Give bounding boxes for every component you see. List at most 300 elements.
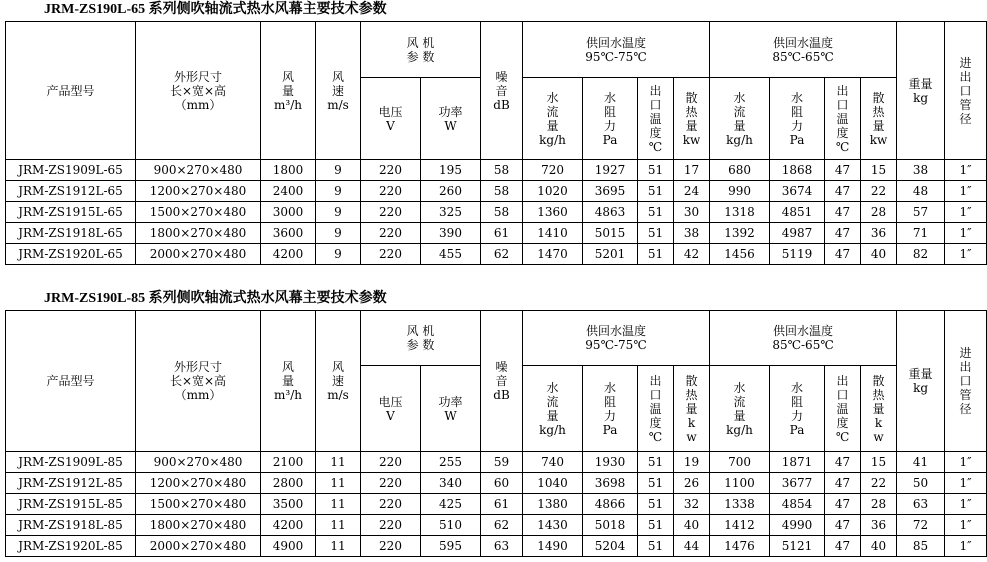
header-heat-output-text: w [873, 429, 884, 444]
header-noise-text: 噪 [495, 360, 508, 374]
header-airflow [261, 311, 316, 452]
header-pipe-diameter-text: 径 [959, 402, 972, 416]
header-heat-output [674, 78, 710, 160]
data-cell: 220 [361, 202, 421, 223]
model-cell: JRM-ZS1909L-65 [6, 160, 136, 181]
data-cell: 9 [316, 160, 361, 181]
header-airflow-text: 量 [281, 374, 294, 388]
data-cell: 24 [674, 181, 710, 202]
data-cell: 30 [674, 202, 710, 223]
data-cell: 48 [897, 181, 945, 202]
data-cell: 44 [674, 536, 710, 557]
data-cell: 2800 [261, 473, 316, 494]
data-cell: 38 [897, 160, 945, 181]
header-water-flow-text: 量 [546, 118, 559, 133]
header-noise-unit: dB [493, 97, 510, 112]
data-cell: 47 [825, 452, 861, 473]
header-heat-output-text: kw [682, 132, 701, 147]
model-cell: JRM-ZS1912L-65 [6, 181, 136, 202]
data-cell: 36 [861, 515, 897, 536]
data-cell: 19 [674, 452, 710, 473]
model-cell: JRM-ZS1920L-85 [6, 536, 136, 557]
header-dimensions [136, 311, 261, 452]
header-water-resistance [770, 78, 825, 160]
data-cell: 61 [481, 223, 523, 244]
header-outlet-temp [638, 366, 674, 452]
header-heat-output-text: k [874, 415, 883, 430]
header-speed-text: 速 [331, 83, 344, 98]
header-outlet-temp-text: 出 [649, 373, 662, 388]
spec-table [5, 21, 987, 265]
header-outlet-temp-text: 度 [649, 125, 662, 140]
data-cell: 1″ [945, 473, 987, 494]
data-cell: 51 [638, 494, 674, 515]
header-outlet-temp-text: ℃ [835, 139, 850, 154]
header-outlet-temp-text: 度 [836, 415, 849, 430]
table-row [6, 160, 987, 181]
data-cell: 11 [316, 536, 361, 557]
header-water-resistance-text: 水 [791, 90, 804, 105]
data-cell: 26 [674, 473, 710, 494]
data-cell: 63 [481, 536, 523, 557]
data-cell: 1800×270×480 [136, 223, 261, 244]
data-cell: 220 [361, 181, 421, 202]
data-cell: 40 [674, 515, 710, 536]
header-voltage-unit: V [386, 118, 395, 133]
data-cell: 4851 [770, 202, 825, 223]
data-cell: 61 [481, 494, 523, 515]
data-cell: 4987 [770, 223, 825, 244]
header-pipe-diameter-text: 管 [959, 97, 972, 112]
data-cell: 5121 [770, 536, 825, 557]
data-cell: 47 [825, 473, 861, 494]
data-cell: 220 [361, 223, 421, 244]
data-cell: 47 [825, 181, 861, 202]
header-water-resistance [770, 366, 825, 452]
data-cell: 82 [897, 244, 945, 265]
data-cell: 740 [523, 452, 583, 473]
header-dimensions-text: 外形尺寸 [173, 360, 222, 374]
data-cell: 36 [861, 223, 897, 244]
header-water-flow [523, 366, 583, 452]
data-cell: 3698 [583, 473, 638, 494]
header-speed-text: 风 [331, 360, 344, 374]
header-model [6, 311, 136, 452]
model-cell: JRM-ZS1918L-65 [6, 223, 136, 244]
data-cell: 1500×270×480 [136, 494, 261, 515]
header-airflow-text: 风 [281, 360, 294, 374]
data-cell: 47 [825, 160, 861, 181]
header-pipe-diameter-text: 口 [959, 83, 972, 98]
header-outlet-temp-text: ℃ [835, 429, 850, 444]
header-outlet-temp-text: 温 [836, 401, 849, 416]
header-water-resistance-text: Pa [602, 132, 618, 147]
data-cell: 51 [638, 536, 674, 557]
data-cell: 2400 [261, 181, 316, 202]
header-outlet-temp-text: ℃ [648, 139, 663, 154]
header-fan-params-text: 参 数 [406, 338, 435, 352]
data-cell: 51 [638, 515, 674, 536]
header-heat-output [861, 78, 897, 160]
header-water-flow-text: kg/h [726, 422, 753, 437]
data-cell: 58 [481, 181, 523, 202]
header-dimensions-text: （mm） [174, 388, 222, 402]
header-outlet-temp-text: 出 [836, 373, 849, 388]
header-water-resistance-text: Pa [602, 422, 618, 437]
header-noise [481, 22, 523, 160]
data-cell: 1456 [710, 244, 770, 265]
header-outlet-temp-text: 度 [649, 415, 662, 430]
header-fan-params [361, 22, 481, 78]
data-cell: 58 [481, 202, 523, 223]
data-cell: 260 [421, 181, 481, 202]
header-speed-text: 风 [331, 69, 344, 84]
data-cell: 28 [861, 494, 897, 515]
header-speed [316, 311, 361, 452]
data-cell: 1927 [583, 160, 638, 181]
header-pipe-diameter [945, 311, 987, 452]
data-cell: 720 [523, 160, 583, 181]
data-cell: 40 [861, 244, 897, 265]
header-heat-output-text: 散 [685, 90, 698, 105]
data-cell: 3500 [261, 494, 316, 515]
header-water-resistance-text: 阻 [791, 394, 804, 409]
data-cell: 390 [421, 223, 481, 244]
header-outlet-temp-text: 口 [649, 387, 662, 402]
data-cell: 5201 [583, 244, 638, 265]
header-outlet-temp [825, 78, 861, 160]
header-outlet-temp-text: 度 [836, 125, 849, 140]
table-row [6, 223, 987, 244]
header-fan-params [361, 311, 481, 366]
header-water-temp-95-text: 供回水温度 [586, 324, 647, 338]
model-cell: JRM-ZS1915L-85 [6, 494, 136, 515]
data-cell: 11 [316, 494, 361, 515]
data-cell: 1430 [523, 515, 583, 536]
header-airflow [261, 22, 316, 160]
table-row [6, 473, 987, 494]
data-cell: 57 [897, 202, 945, 223]
data-cell: 1″ [945, 244, 987, 265]
table-row [6, 452, 987, 473]
header-water-flow-text: kg/h [539, 132, 566, 147]
header-power-unit: W [444, 118, 457, 133]
data-cell: 1″ [945, 452, 987, 473]
header-power [421, 366, 481, 452]
header-water-temp-95 [523, 311, 710, 366]
data-cell: 59 [481, 452, 523, 473]
data-cell: 32 [674, 494, 710, 515]
header-fan-params-text: 风 机 [406, 35, 435, 50]
header-water-flow-text: kg/h [726, 132, 753, 147]
data-cell: 1″ [945, 515, 987, 536]
data-cell: 85 [897, 536, 945, 557]
data-cell: 63 [897, 494, 945, 515]
data-cell: 62 [481, 515, 523, 536]
data-cell: 72 [897, 515, 945, 536]
header-heat-output-text: 量 [685, 401, 698, 416]
table-row [6, 515, 987, 536]
data-cell: 220 [361, 536, 421, 557]
data-cell: 51 [638, 473, 674, 494]
data-cell: 47 [825, 244, 861, 265]
header-water-resistance-text: 阻 [604, 394, 617, 409]
data-cell: 1100 [710, 473, 770, 494]
header-fan-params-text: 参 数 [406, 49, 435, 64]
header-water-flow-text: 水 [733, 380, 746, 395]
header-fan-params-text: 风 机 [406, 324, 435, 338]
header-heat-output-text: w [686, 429, 697, 444]
data-cell: 220 [361, 160, 421, 181]
header-outlet-temp-text: ℃ [648, 429, 663, 444]
data-cell: 28 [861, 202, 897, 223]
data-cell: 4200 [261, 244, 316, 265]
header-weight-text: kg [913, 381, 929, 395]
header-heat-output-text: 热 [872, 104, 885, 119]
data-cell: 1500×270×480 [136, 202, 261, 223]
header-heat-output-text: 量 [685, 118, 698, 133]
data-cell: 255 [421, 452, 481, 473]
header-water-flow [710, 78, 770, 160]
data-cell: 900×270×480 [136, 160, 261, 181]
table-row [6, 494, 987, 515]
data-cell: 1412 [710, 515, 770, 536]
header-water-temp-95-text: 95℃-75℃ [585, 49, 647, 64]
header-water-temp-95 [523, 22, 710, 78]
data-cell: 9 [316, 223, 361, 244]
data-cell: 1″ [945, 536, 987, 557]
header-pipe-diameter-text: 进 [959, 346, 972, 360]
spec-table [5, 310, 987, 557]
data-cell: 51 [638, 202, 674, 223]
data-cell: 220 [361, 515, 421, 536]
header-power [421, 78, 481, 160]
header-noise [481, 311, 523, 452]
section-title: JRM-ZS190L-65 系列侧吹轴流式热水风幕主要技术参数 [44, 2, 387, 17]
header-heat-output-text: 量 [872, 118, 885, 133]
data-cell: 62 [481, 244, 523, 265]
data-cell: 47 [825, 494, 861, 515]
data-cell: 425 [421, 494, 481, 515]
data-cell: 4863 [583, 202, 638, 223]
model-cell: JRM-ZS1912L-85 [6, 473, 136, 494]
header-water-temp-85-text: 供回水温度 [773, 35, 834, 50]
header-water-temp-85-text: 85℃-65℃ [772, 49, 834, 64]
header-outlet-temp-text: 温 [836, 111, 849, 126]
data-cell: 990 [710, 181, 770, 202]
data-cell: 2000×270×480 [136, 244, 261, 265]
data-cell: 1410 [523, 223, 583, 244]
section-title: JRM-ZS190L-85 系列侧吹轴流式热水风幕主要技术参数 [44, 291, 387, 306]
data-cell: 51 [638, 181, 674, 202]
data-cell: 1″ [945, 181, 987, 202]
header-row [6, 311, 987, 366]
data-cell: 4900 [261, 536, 316, 557]
data-cell: 220 [361, 244, 421, 265]
header-water-resistance-text: 力 [604, 118, 617, 133]
header-heat-output-text: 散 [872, 90, 885, 105]
header-dimensions-text: 外形尺寸 [173, 69, 222, 84]
header-water-flow [523, 78, 583, 160]
data-cell: 1200×270×480 [136, 181, 261, 202]
data-cell: 47 [825, 515, 861, 536]
data-cell: 1871 [770, 452, 825, 473]
header-outlet-temp-text: 温 [649, 401, 662, 416]
header-dimensions-text: 长×宽×高 [169, 83, 227, 98]
data-cell: 15 [861, 452, 897, 473]
header-water-temp-85 [710, 311, 897, 366]
header-dimensions-text: 长×宽×高 [169, 374, 227, 388]
header-airflow-unit: m³/h [274, 97, 302, 112]
data-cell: 11 [316, 452, 361, 473]
header-water-flow-text: kg/h [539, 422, 566, 437]
header-pipe-diameter [945, 22, 987, 160]
header-water-resistance-text: 阻 [791, 104, 804, 119]
data-cell: 41 [897, 452, 945, 473]
header-airflow-text: 量 [281, 83, 294, 98]
header-voltage [361, 78, 421, 160]
data-cell: 3695 [583, 181, 638, 202]
model-cell: JRM-ZS1909L-85 [6, 452, 136, 473]
header-dimensions [136, 22, 261, 160]
data-cell: 38 [674, 223, 710, 244]
header-heat-output [861, 366, 897, 452]
data-cell: 1318 [710, 202, 770, 223]
data-cell: 220 [361, 494, 421, 515]
header-water-flow-text: 水 [546, 380, 559, 395]
header-speed-unit: m/s [327, 388, 349, 402]
header-dimensions-text: （mm） [174, 97, 222, 112]
data-cell: 40 [861, 536, 897, 557]
data-cell: 3674 [770, 181, 825, 202]
data-cell: 4866 [583, 494, 638, 515]
data-cell: 195 [421, 160, 481, 181]
header-outlet-temp-text: 温 [649, 111, 662, 126]
data-cell: 22 [861, 181, 897, 202]
data-cell: 325 [421, 202, 481, 223]
data-cell: 42 [674, 244, 710, 265]
data-cell: 1″ [945, 494, 987, 515]
table-row [6, 244, 987, 265]
data-cell: 1″ [945, 202, 987, 223]
header-water-flow-text: 流 [546, 104, 559, 119]
data-cell: 47 [825, 536, 861, 557]
header-water-resistance-text: 水 [791, 380, 804, 395]
header-water-temp-85-text: 供回水温度 [773, 324, 834, 338]
data-cell: 17 [674, 160, 710, 181]
header-water-resistance [583, 78, 638, 160]
data-cell: 5119 [770, 244, 825, 265]
data-cell: 2000×270×480 [136, 536, 261, 557]
data-cell: 5018 [583, 515, 638, 536]
data-cell: 220 [361, 473, 421, 494]
data-cell: 510 [421, 515, 481, 536]
data-cell: 1040 [523, 473, 583, 494]
header-water-temp-85 [710, 22, 897, 78]
header-water-resistance-text: Pa [789, 132, 805, 147]
data-cell: 51 [638, 160, 674, 181]
header-noise-text: 噪 [495, 69, 508, 84]
data-cell: 1490 [523, 536, 583, 557]
data-cell: 220 [361, 452, 421, 473]
header-noise-text: 音 [495, 83, 508, 98]
header-outlet-temp-text: 口 [836, 97, 849, 112]
header-weight [897, 22, 945, 160]
data-cell: 1″ [945, 160, 987, 181]
header-heat-output-text: 量 [872, 401, 885, 416]
data-cell: 4854 [770, 494, 825, 515]
header-water-temp-85-text: 85℃-65℃ [772, 338, 834, 352]
header-water-flow-text: 流 [733, 104, 746, 119]
table-row [6, 536, 987, 557]
data-cell: 1476 [710, 536, 770, 557]
header-water-flow-text: 水 [733, 90, 746, 105]
header-weight-text: kg [913, 90, 929, 105]
data-cell: 5015 [583, 223, 638, 244]
header-water-resistance-text: Pa [789, 422, 805, 437]
data-cell: 1″ [945, 223, 987, 244]
header-water-resistance [583, 366, 638, 452]
data-cell: 1800 [261, 160, 316, 181]
header-heat-output-text: k [687, 415, 696, 430]
header-heat-output [674, 366, 710, 452]
header-water-resistance-text: 力 [604, 408, 617, 423]
data-cell: 1338 [710, 494, 770, 515]
data-cell: 58 [481, 160, 523, 181]
data-cell: 700 [710, 452, 770, 473]
data-cell: 3677 [770, 473, 825, 494]
data-cell: 1020 [523, 181, 583, 202]
header-outlet-temp [638, 78, 674, 160]
data-cell: 3600 [261, 223, 316, 244]
header-pipe-diameter-text: 进 [959, 55, 972, 70]
data-cell: 9 [316, 244, 361, 265]
header-power-text: 功率 [438, 104, 463, 119]
header-noise-unit: dB [493, 388, 510, 402]
data-cell: 1200×270×480 [136, 473, 261, 494]
header-power-text: 功率 [438, 394, 463, 409]
data-cell: 3000 [261, 202, 316, 223]
header-water-flow [710, 366, 770, 452]
header-heat-output-text: 散 [685, 373, 698, 388]
header-voltage-text: 电压 [378, 394, 403, 409]
header-airflow-unit: m³/h [274, 388, 302, 402]
header-heat-output-text: 热 [685, 387, 698, 402]
header-outlet-temp-text: 口 [836, 387, 849, 402]
header-pipe-diameter-text: 径 [959, 111, 972, 126]
header-water-temp-95-text: 供回水温度 [586, 35, 647, 50]
data-cell: 1868 [770, 160, 825, 181]
data-cell: 1392 [710, 223, 770, 244]
header-water-flow-text: 量 [733, 408, 746, 423]
data-cell: 15 [861, 160, 897, 181]
header-weight [897, 311, 945, 452]
header-water-resistance-text: 阻 [604, 104, 617, 119]
header-pipe-diameter-text: 出 [959, 69, 972, 84]
data-cell: 1470 [523, 244, 583, 265]
header-voltage [361, 366, 421, 452]
data-cell: 900×270×480 [136, 452, 261, 473]
data-cell: 1800×270×480 [136, 515, 261, 536]
header-model [6, 22, 136, 160]
header-model-text: 产品型号 [46, 83, 95, 98]
header-pipe-diameter-text: 管 [959, 388, 972, 402]
data-cell: 455 [421, 244, 481, 265]
header-heat-output-text: 热 [685, 104, 698, 119]
header-voltage-unit: V [386, 408, 395, 423]
data-cell: 11 [316, 473, 361, 494]
data-cell: 340 [421, 473, 481, 494]
